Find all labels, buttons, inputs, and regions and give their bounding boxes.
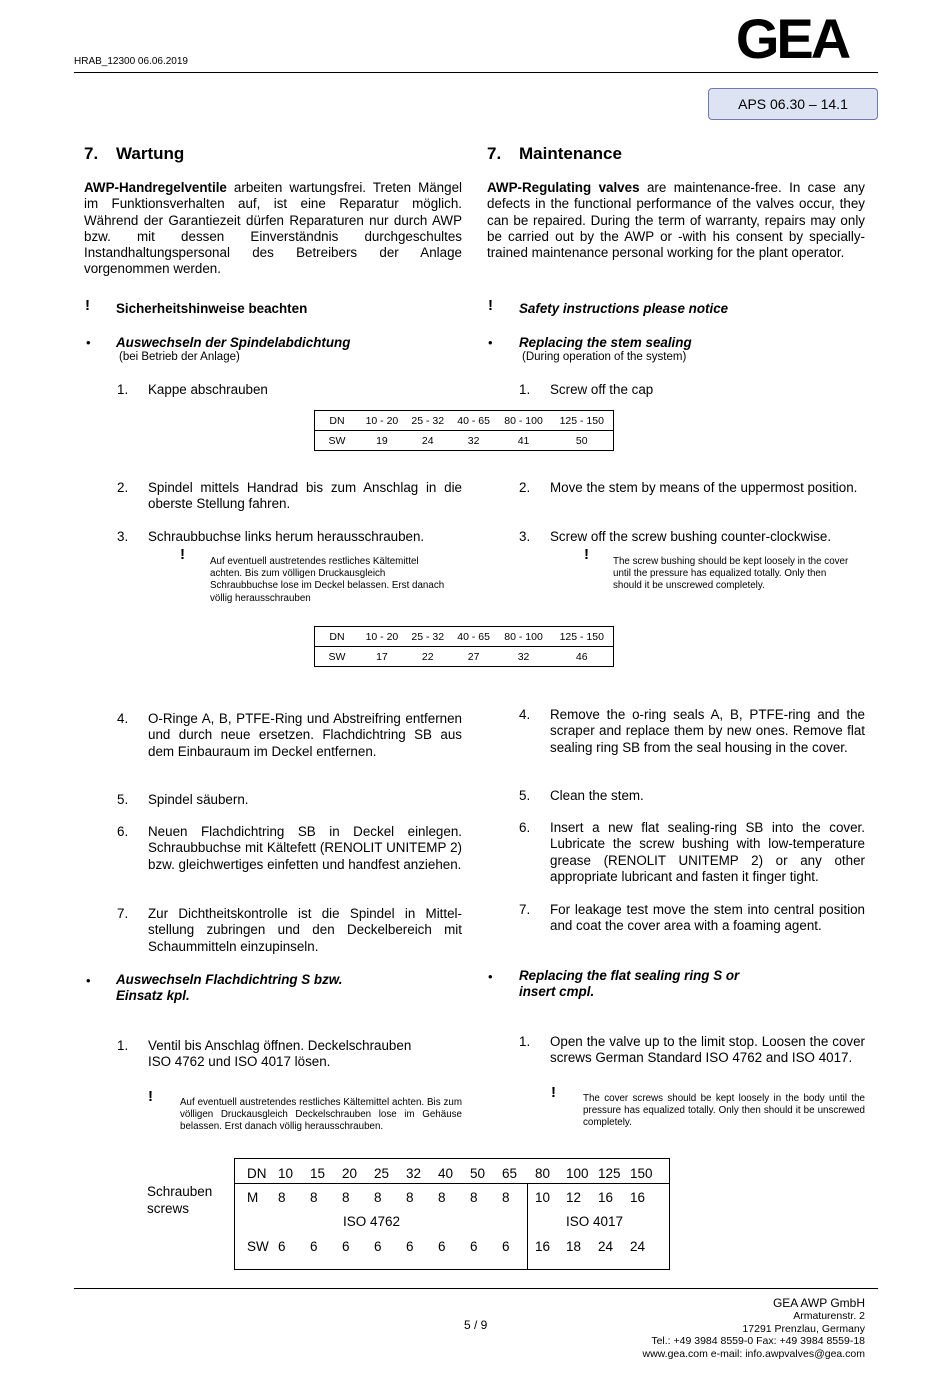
step-number: 5.	[519, 788, 531, 803]
company-web: www.gea.com e-mail: info.awpvalves@gea.com	[642, 1348, 865, 1361]
safety-heading-en: Safety instructions please notice	[519, 301, 729, 316]
heading-text: Maintenance	[519, 144, 622, 163]
table-cell: 50	[575, 434, 588, 447]
table-cell: 8	[470, 1190, 478, 1205]
table-cell: 80 - 100	[497, 627, 551, 647]
step-number: 6.	[519, 820, 531, 835]
table-cell: 125	[598, 1166, 621, 1181]
step-de	[117, 906, 462, 956]
table-cell: 6	[374, 1239, 382, 1254]
table-cell: 16	[535, 1239, 551, 1254]
table-cell: 6	[406, 1239, 414, 1254]
table-cell: 8	[438, 1190, 446, 1205]
step-number: 3.	[519, 529, 531, 544]
sw-label: SW	[247, 1239, 269, 1254]
table-cell: 150	[630, 1166, 653, 1181]
company-address	[643, 1297, 866, 1361]
screws-label-de: Schrauben	[147, 1184, 213, 1199]
step-en	[519, 480, 865, 514]
table-cell: 12	[566, 1190, 582, 1205]
warning-icon: !	[488, 297, 493, 314]
table-cell: 27	[467, 650, 480, 663]
table-cell: 10	[278, 1166, 294, 1181]
table-cell: 125 - 150	[551, 411, 614, 431]
step-de	[117, 382, 462, 400]
step-number: 5.	[117, 792, 129, 807]
table-cell: 41	[517, 434, 530, 447]
table-row	[315, 647, 614, 667]
step-en	[519, 902, 865, 952]
section1-title-de: Auswechseln der Spindelabdichtung	[116, 335, 351, 350]
table-cell: 8	[374, 1190, 382, 1205]
table-cell: 6	[502, 1239, 510, 1254]
step-number: 1.	[117, 1038, 129, 1053]
table-cell: DN	[315, 411, 360, 431]
intro-de	[84, 180, 462, 278]
wrench-size-table-2	[314, 626, 614, 667]
screws-label-en: screws	[147, 1201, 190, 1216]
heading-en	[487, 144, 622, 164]
table-cell: 16	[598, 1190, 614, 1205]
table-cell: SW	[328, 650, 346, 663]
table-cell: DN	[315, 627, 360, 647]
step-number: 3.	[117, 529, 129, 544]
step-number: 4.	[117, 711, 129, 726]
step-text: Screw off the screw bushing counter-clockwise.	[550, 529, 832, 544]
step-text: Insert a new flat sealing-ring SB into the cover. Lubricate the screw bushing with low-temperature grease (RENOLIT UNITEMP 2) or any other appropriate lubricant and fasten it finger tight.	[550, 820, 865, 884]
step-text: For leakage test move the stem into central position and coat the cover area with a foaming agent.	[550, 902, 865, 934]
table-cell: 6	[310, 1239, 318, 1254]
heading-text: Wartung	[116, 144, 185, 163]
table-cell: 32	[517, 650, 530, 663]
table-cell: 20	[342, 1166, 358, 1181]
iso-right: ISO 4017	[566, 1214, 624, 1229]
footer-rule	[74, 1288, 878, 1289]
step-de	[117, 824, 462, 890]
table-cell: 50	[470, 1166, 486, 1181]
table-row	[315, 431, 614, 451]
bullet-icon: •	[86, 973, 91, 988]
table-cell: 19	[376, 434, 388, 447]
intro-en	[487, 180, 865, 261]
table-cell: 10	[535, 1190, 551, 1205]
step-text: Zur Dichtheitskontrolle ist die Spindel in Mittel-stellung zubringen und den Deckelbereich mit Schaummitteln einzupinseln.	[148, 906, 462, 954]
section1-sub-en: (During operation of the system)	[522, 351, 687, 363]
gea-logo	[712, 10, 872, 66]
table-cell: 8	[278, 1190, 286, 1205]
warning-icon: !	[180, 546, 185, 563]
table-cell: 16	[630, 1190, 646, 1205]
table-divider	[527, 1183, 528, 1269]
intro-text: arbeiten wartungsfrei. Treten Mängel im Funktionsverhalten auf, ist eine Reparatur möglich. Während der Garantiezeit dürfen Reparaturen nur durch AWP bzw. mit dessen Einverständnis durchgeschultes Instandhaltungspersonal des Betreibers der Anlage vorgenommen werden.	[84, 180, 462, 277]
document-id: HRAB_12300 06.06.2019	[74, 56, 188, 67]
step-text: Move the stem by means of the uppermost position.	[550, 480, 858, 495]
table-cell: 17	[376, 650, 388, 663]
aps-reference-box: APS 06.30 – 14.1	[708, 88, 878, 120]
iso-left: ISO 4762	[343, 1214, 401, 1229]
step-de	[117, 711, 462, 777]
step-text: O-Ringe A, B, PTFE-Ring und Abstreifring entfernen und durch neue ersetzen. Flachdichtring SB aus dem Einbauraum im Deckel entfernen.	[148, 711, 462, 759]
note-en: The cover screws should be kept loosely in the body until the pressure has equalized totally. Only then should it be unscrewed completely.	[583, 1093, 865, 1129]
company-city: 17291 Prenzlau, Germany	[742, 1322, 865, 1335]
table-cell: 65	[502, 1166, 518, 1181]
step-number: 6.	[117, 824, 129, 839]
section1-sub-de: (bei Betrieb der Anlage)	[119, 351, 240, 363]
step-number: 1.	[519, 382, 531, 397]
table-cell: 24	[421, 434, 434, 447]
screws-table	[234, 1158, 670, 1270]
step-text: Screw off the cap	[550, 382, 654, 397]
table-divider	[235, 1183, 669, 1184]
step-text: Schraubbuchse links herum herausschrauben.	[148, 529, 425, 544]
company-phone: Tel.: +49 3984 8559-0 Fax: +49 3984 8559-18	[651, 1335, 865, 1348]
intro-bold: AWP-Regulating valves	[487, 180, 640, 195]
note-en: The screw bushing should be kept loosely in the cover until the pressure has equalized totally. Only then should it be unscrewed completely.	[613, 556, 849, 592]
table-cell: 25 - 32	[405, 627, 451, 647]
warning-icon: !	[85, 297, 90, 314]
heading-number: 7.	[84, 144, 99, 163]
table-cell: 125 - 150	[551, 627, 614, 647]
step-en	[519, 707, 865, 773]
table-cell: 32	[467, 434, 480, 447]
note-de: Auf eventuell austretendes restliches Kältemittel achten. Bis zum völligen Druckausgleich Deckelschrauben lose im Gehäuse belassen. Erst danach völlig herausschrauben.	[180, 1097, 462, 1133]
step-text: Open the valve up to the limit stop. Loosen the cover screws German Standard ISO 4762 and ISO 4017.	[550, 1034, 865, 1066]
warning-icon: !	[148, 1088, 153, 1105]
step-en	[519, 820, 865, 886]
header-rule	[74, 72, 878, 73]
intro-text: are maintenance-free. In case any defects in the functional performance of the valves occur, they can be repaired. During the term of warranty, repairs may only be carried out by the AWP or -with his consent by specially-trained maintenance personal working for the plant operator.	[487, 180, 865, 261]
table-cell: 8	[310, 1190, 318, 1205]
step-text: Spindel säubern.	[148, 792, 249, 807]
screws-label	[147, 1183, 212, 1217]
warning-icon: !	[551, 1084, 556, 1101]
table-cell: 25	[374, 1166, 390, 1181]
table-cell: 40 - 65	[451, 627, 497, 647]
heading-number: 7.	[487, 144, 502, 163]
table-cell: 22	[421, 650, 434, 663]
step-number: 2.	[117, 480, 129, 495]
step-number: 7.	[117, 906, 129, 921]
table-cell: 15	[310, 1166, 326, 1181]
dn-label: DN	[247, 1166, 267, 1181]
table-header-row	[315, 627, 614, 647]
step-de	[117, 480, 462, 514]
bullet-icon: •	[488, 335, 493, 350]
step-text: Ventil bis Anschlag öffnen. Deckelschrauben ISO 4762 und ISO 4017 lösen.	[148, 1038, 412, 1070]
step-number: 4.	[519, 707, 531, 722]
table-cell: 40 - 65	[451, 411, 497, 431]
bullet-icon: •	[86, 335, 91, 350]
intro-bold: AWP-Handregelventile	[84, 180, 227, 195]
step-text: Neuen Flachdichtring SB in Deckel einlegen. Schraubbuchse mit Kältefett (RENOLIT UNITEMP 2) bzw. gleichwertiges einfetten und handfest anziehen.	[148, 824, 462, 872]
step-text: Remove the o-ring seals A, B, PTFE-ring and the scraper and replace them by new ones. Remove flat sealing ring SB from the seal housing in the cover.	[550, 707, 865, 755]
step-de	[117, 1038, 429, 1072]
step-text: Kappe abschrauben	[148, 382, 268, 397]
step-en	[519, 382, 865, 400]
step-de	[117, 792, 462, 810]
company-name: GEA AWP GmbH	[772, 1296, 865, 1310]
table-cell: SW	[328, 434, 346, 447]
table-cell: 80	[535, 1166, 551, 1181]
table-cell: 6	[278, 1239, 286, 1254]
step-en	[519, 529, 865, 547]
page-number: 5 / 9	[464, 1318, 488, 1332]
m-label: M	[247, 1190, 259, 1205]
step-number: 1.	[519, 1034, 531, 1049]
wrench-size-table-1	[314, 410, 614, 451]
table-cell: 6	[470, 1239, 478, 1254]
table-cell: 18	[566, 1239, 582, 1254]
table-cell: 46	[575, 650, 588, 663]
table-cell: 10 - 20	[359, 627, 405, 647]
table-cell: 25 - 32	[405, 411, 451, 431]
table-cell: 10 - 20	[359, 411, 405, 431]
company-street: Armaturenstr. 2	[793, 1309, 865, 1322]
table-cell: 80 - 100	[497, 411, 551, 431]
step-de	[117, 529, 462, 547]
step-number: 7.	[519, 902, 531, 917]
table-cell: 8	[502, 1190, 510, 1205]
step-en	[519, 1034, 865, 1084]
table-cell: 40	[438, 1166, 454, 1181]
table-cell: 6	[342, 1239, 350, 1254]
section2-title-de: Auswechseln Flachdichtring S bzw. Einsatz kpl.	[116, 972, 343, 1004]
step-text: Clean the stem.	[550, 788, 644, 803]
note-de: Auf eventuell austretendes restliches Kältemittel achten. Bis zum völligen Druckausgleich Schraubbuchse lose im Deckel belassen. Erst danach völlig herausschrauben	[210, 556, 445, 604]
table-cell: 100	[566, 1166, 589, 1181]
warning-icon: !	[584, 546, 589, 563]
table-cell: 8	[342, 1190, 350, 1205]
step-text: Spindel mittels Handrad bis zum Anschlag in die oberste Stellung fahren.	[148, 480, 462, 512]
table-cell: 24	[598, 1239, 614, 1254]
logo-text: GEA	[735, 10, 849, 66]
step-en	[519, 788, 865, 806]
table-cell: 8	[406, 1190, 414, 1205]
heading-de	[84, 144, 184, 164]
table-cell: 24	[630, 1239, 646, 1254]
table-cell: 32	[406, 1166, 422, 1181]
step-number: 1.	[117, 382, 129, 397]
bullet-icon: •	[488, 969, 493, 984]
step-number: 2.	[519, 480, 531, 495]
safety-heading-de: Sicherheitshinweise beachten	[116, 301, 308, 316]
table-header-row	[315, 411, 614, 431]
table-cell: 6	[438, 1239, 446, 1254]
section2-title-en: Replacing the flat sealing ring S or insert cmpl.	[519, 968, 740, 1000]
section1-title-en: Replacing the stem sealing	[519, 335, 692, 350]
